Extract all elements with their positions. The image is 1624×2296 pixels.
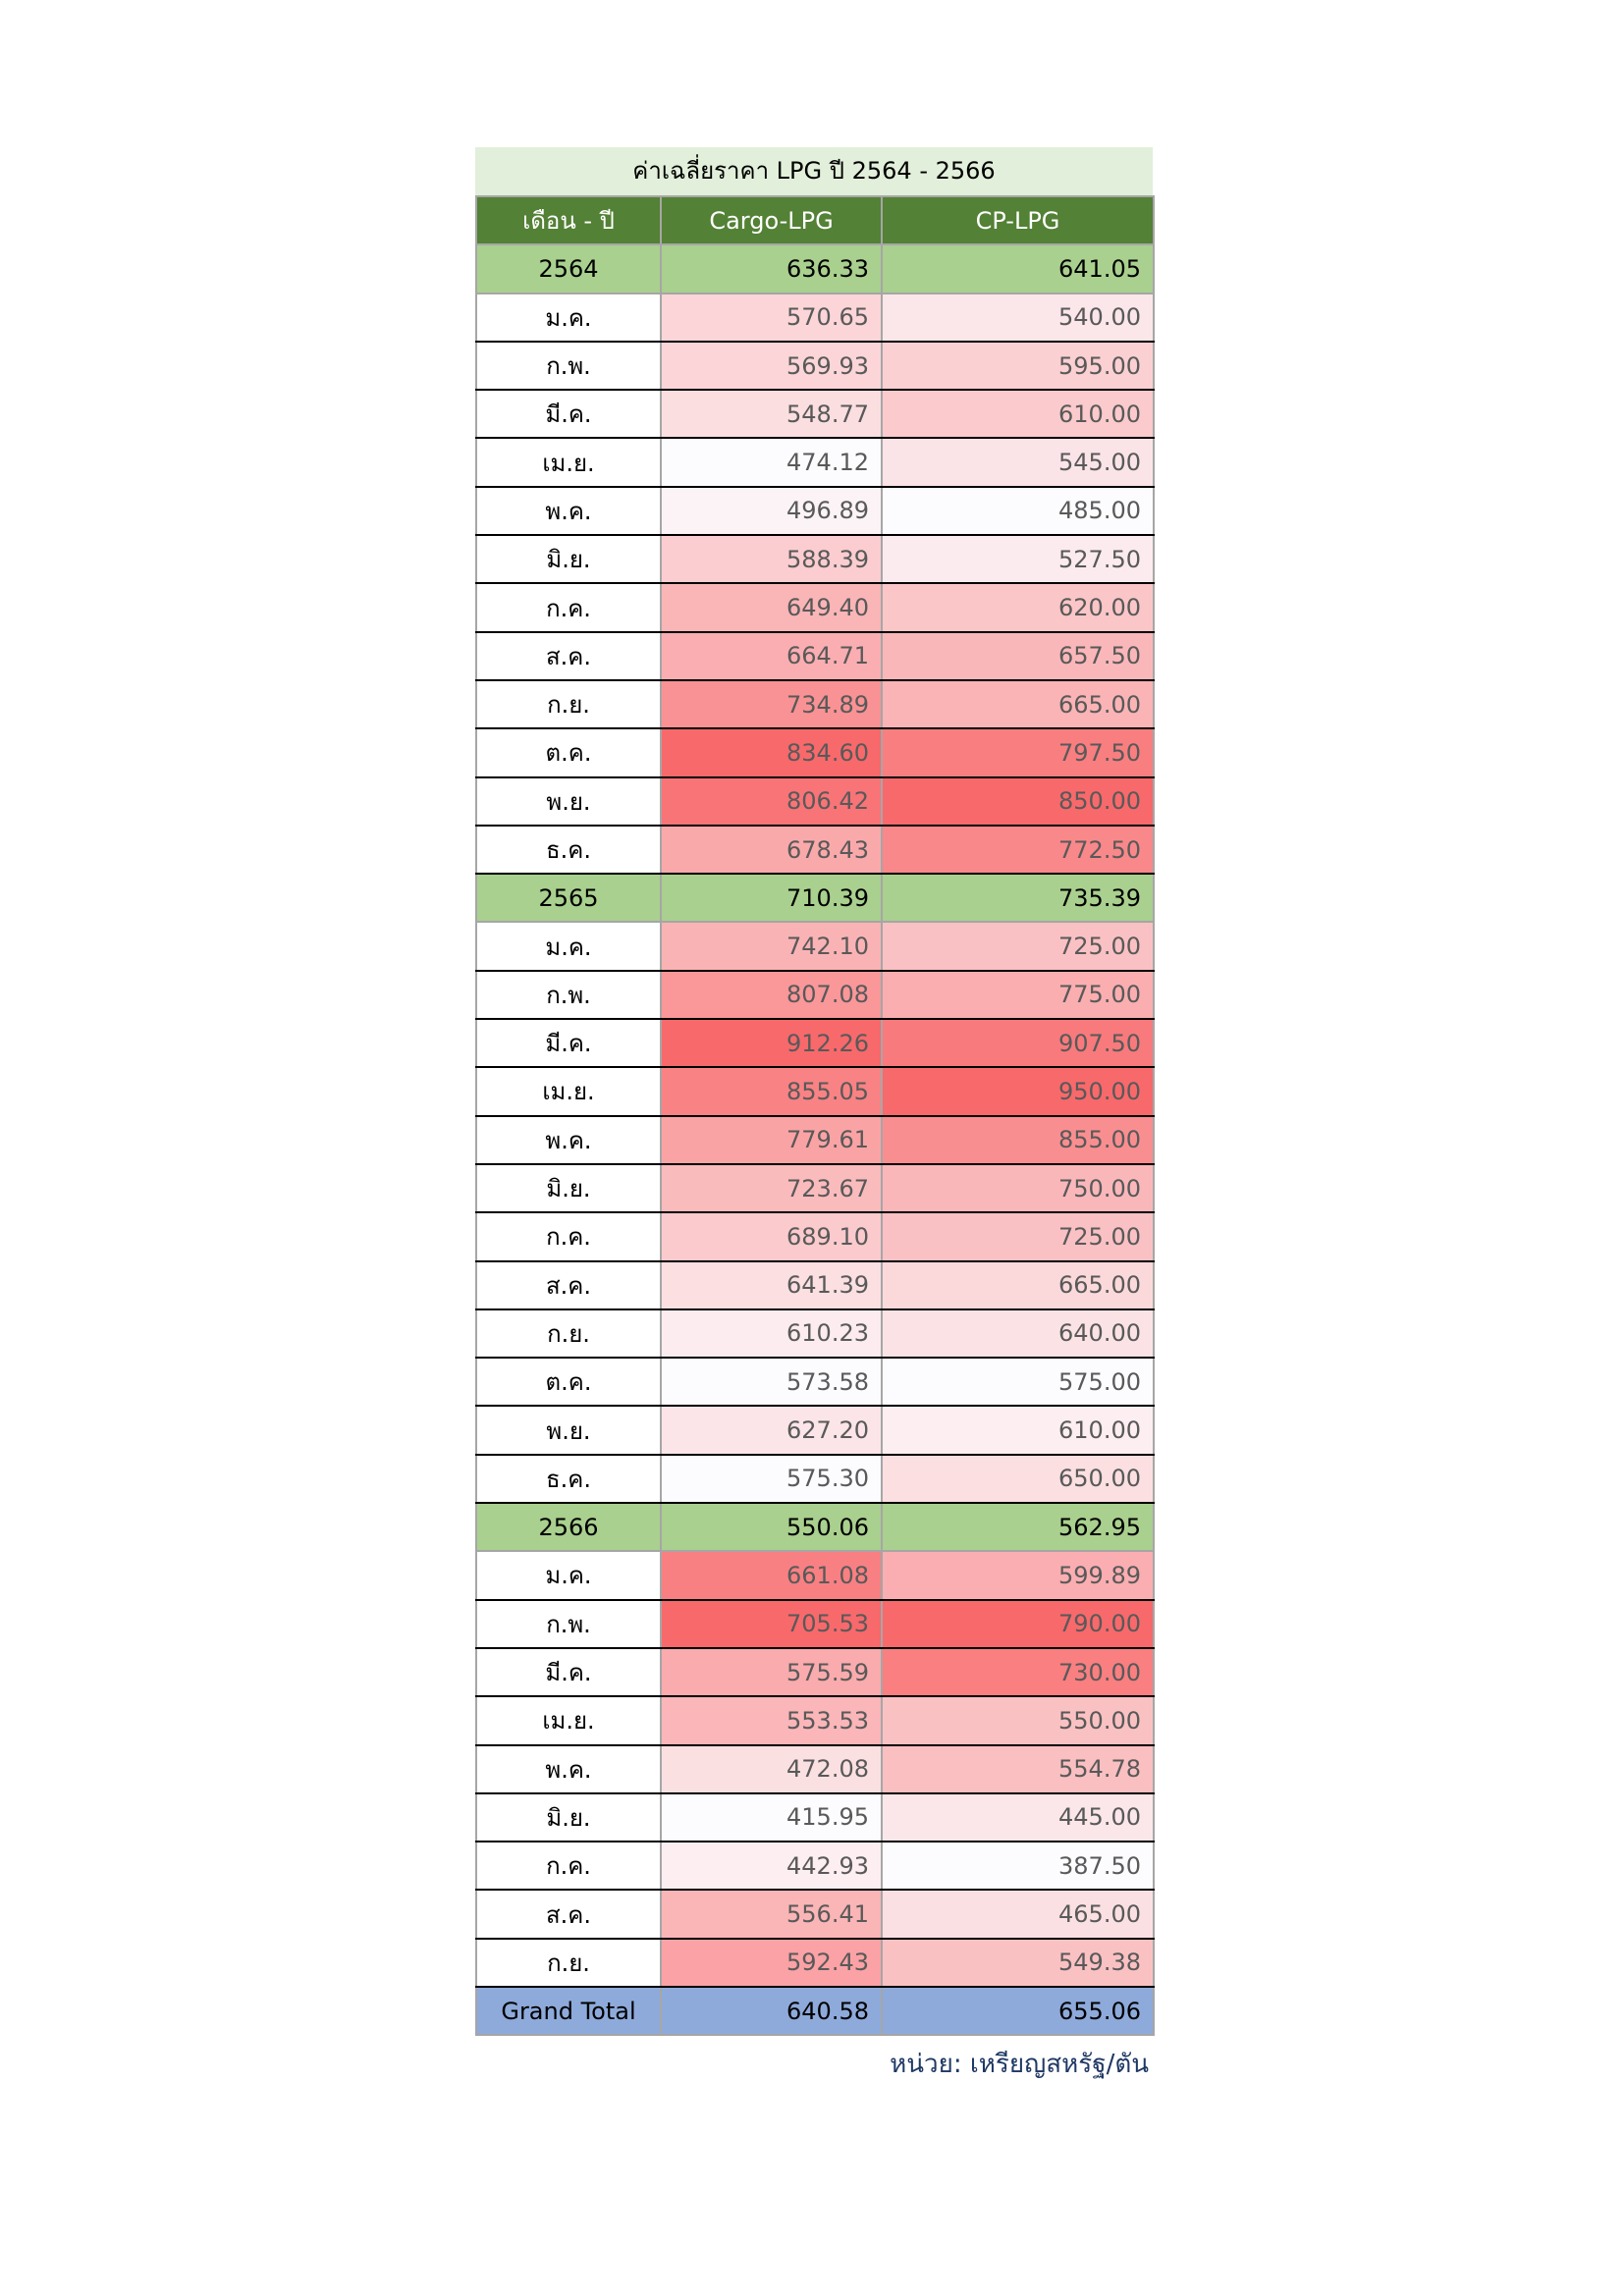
month-cp-value: 665.00 — [882, 680, 1154, 728]
month-cp-value: 657.50 — [882, 632, 1154, 680]
month-cargo-value: 834.60 — [661, 728, 882, 776]
month-cargo-value: 641.39 — [661, 1261, 882, 1309]
month-row — [476, 438, 1154, 486]
month-cargo-value: 806.42 — [661, 777, 882, 826]
month-cargo-value: 912.26 — [661, 1019, 882, 1067]
month-cargo-value: 556.41 — [661, 1890, 882, 1938]
month-cargo-value: 734.89 — [661, 680, 882, 728]
year-subtotal-row — [476, 874, 1154, 922]
month-row — [476, 632, 1154, 680]
month-row — [476, 1164, 1154, 1212]
month-row — [476, 1551, 1154, 1599]
month-cp-value: 554.78 — [882, 1745, 1154, 1793]
month-label: ก.ย. — [476, 1309, 661, 1358]
month-row — [476, 1600, 1154, 1648]
month-cargo-value: 472.08 — [661, 1745, 882, 1793]
month-label: เม.ย. — [476, 1696, 661, 1744]
month-label: ก.ค. — [476, 1842, 661, 1890]
month-cp-value: 599.89 — [882, 1551, 1154, 1599]
grand-total-row — [476, 1987, 1154, 2035]
month-cp-value: 640.00 — [882, 1309, 1154, 1358]
month-cargo-value: 573.58 — [661, 1358, 882, 1406]
month-cp-value: 650.00 — [882, 1455, 1154, 1503]
table-body — [476, 244, 1154, 2035]
month-label: มี.ค. — [476, 1648, 661, 1696]
month-label: ธ.ค. — [476, 1455, 661, 1503]
month-label: มิ.ย. — [476, 1164, 661, 1212]
month-cargo-value: 442.93 — [661, 1842, 882, 1890]
year-subtotal-row — [476, 244, 1154, 293]
month-label: ม.ค. — [476, 922, 661, 970]
month-row — [476, 1358, 1154, 1406]
month-cargo-value: 610.23 — [661, 1309, 882, 1358]
month-cargo-value: 415.95 — [661, 1793, 882, 1842]
month-row — [476, 1939, 1154, 1987]
grand-total-label: Grand Total — [476, 1987, 661, 2035]
month-label: ต.ค. — [476, 728, 661, 776]
lpg-price-table — [475, 195, 1155, 2036]
unit-note-wrap — [475, 2044, 1149, 2083]
header-row — [476, 196, 1154, 244]
month-cp-value: 730.00 — [882, 1648, 1154, 1696]
month-row — [476, 342, 1154, 390]
month-cp-value: 445.00 — [882, 1793, 1154, 1842]
header-month-year: เดือน - ปี — [476, 196, 661, 244]
year-cp-value: 562.95 — [882, 1503, 1154, 1551]
month-label: พ.ค. — [476, 1745, 661, 1793]
month-cp-value: 665.00 — [882, 1261, 1154, 1309]
month-row — [476, 1648, 1154, 1696]
month-cp-value: 387.50 — [882, 1842, 1154, 1890]
month-row — [476, 583, 1154, 631]
year-cargo-value: 550.06 — [661, 1503, 882, 1551]
month-cargo-value: 474.12 — [661, 438, 882, 486]
month-cargo-value: 575.30 — [661, 1455, 882, 1503]
month-row — [476, 1116, 1154, 1164]
month-row — [476, 1309, 1154, 1358]
month-label: มิ.ย. — [476, 535, 661, 583]
month-cargo-value: 807.08 — [661, 971, 882, 1019]
month-row — [476, 1019, 1154, 1067]
month-cp-value: 950.00 — [882, 1067, 1154, 1115]
month-row — [476, 535, 1154, 583]
month-cargo-value: 689.10 — [661, 1212, 882, 1260]
month-label: ต.ค. — [476, 1358, 661, 1406]
month-row — [476, 777, 1154, 826]
month-cargo-value: 705.53 — [661, 1600, 882, 1648]
month-cargo-value: 649.40 — [661, 583, 882, 631]
month-label: ม.ค. — [476, 294, 661, 342]
month-cargo-value: 627.20 — [661, 1406, 882, 1454]
month-row — [476, 1890, 1154, 1938]
month-label: มี.ค. — [476, 390, 661, 438]
month-cp-value: 850.00 — [882, 777, 1154, 826]
month-label: ส.ค. — [476, 1261, 661, 1309]
month-label: เม.ย. — [476, 438, 661, 486]
month-row — [476, 1696, 1154, 1744]
month-label: ม.ค. — [476, 1551, 661, 1599]
month-cp-value: 595.00 — [882, 342, 1154, 390]
month-cp-value: 725.00 — [882, 1212, 1154, 1260]
month-cp-value: 797.50 — [882, 728, 1154, 776]
price-table-sheet — [475, 147, 1153, 2036]
month-label: ธ.ค. — [476, 826, 661, 874]
month-cp-value: 750.00 — [882, 1164, 1154, 1212]
month-row — [476, 1842, 1154, 1890]
month-row — [476, 1261, 1154, 1309]
month-cargo-value: 664.71 — [661, 632, 882, 680]
month-cargo-value: 570.65 — [661, 294, 882, 342]
month-cp-value: 465.00 — [882, 1890, 1154, 1938]
month-row — [476, 294, 1154, 342]
month-cp-value: 527.50 — [882, 535, 1154, 583]
month-row — [476, 826, 1154, 874]
month-cargo-value: 779.61 — [661, 1116, 882, 1164]
month-row — [476, 390, 1154, 438]
month-cp-value: 610.00 — [882, 390, 1154, 438]
month-cargo-value: 548.77 — [661, 390, 882, 438]
month-label: มิ.ย. — [476, 1793, 661, 1842]
month-cargo-value: 588.39 — [661, 535, 882, 583]
month-label: ก.ค. — [476, 1212, 661, 1260]
month-row — [476, 728, 1154, 776]
month-cp-value: 620.00 — [882, 583, 1154, 631]
year-cp-value: 735.39 — [882, 874, 1154, 922]
month-cargo-value: 742.10 — [661, 922, 882, 970]
grand-total-cargo-value: 640.58 — [661, 1987, 882, 2035]
month-cargo-value: 575.59 — [661, 1648, 882, 1696]
month-cp-value: 575.00 — [882, 1358, 1154, 1406]
month-label: ก.ค. — [476, 583, 661, 631]
month-cargo-value: 661.08 — [661, 1551, 882, 1599]
month-row — [476, 680, 1154, 728]
table-title: ค่าเฉลี่ยราคา LPG ปี 2564 - 2566 — [475, 147, 1153, 195]
month-cp-value: 549.38 — [882, 1939, 1154, 1987]
month-label: ก.ย. — [476, 680, 661, 728]
year-label: 2564 — [476, 244, 661, 293]
month-row — [476, 1212, 1154, 1260]
month-cp-value: 775.00 — [882, 971, 1154, 1019]
month-label: ส.ค. — [476, 1890, 661, 1938]
month-cp-value: 855.00 — [882, 1116, 1154, 1164]
month-row — [476, 922, 1154, 970]
month-row — [476, 1745, 1154, 1793]
year-label: 2565 — [476, 874, 661, 922]
month-cargo-value: 496.89 — [661, 487, 882, 535]
month-cp-value: 610.00 — [882, 1406, 1154, 1454]
header-cargo-lpg: Cargo-LPG — [661, 196, 882, 244]
month-label: ก.พ. — [476, 971, 661, 1019]
month-label: ส.ค. — [476, 632, 661, 680]
month-label: ก.พ. — [476, 342, 661, 390]
header-cp-lpg: CP-LPG — [882, 196, 1154, 244]
month-label: มี.ค. — [476, 1019, 661, 1067]
month-cp-value: 907.50 — [882, 1019, 1154, 1067]
month-row — [476, 1793, 1154, 1842]
month-label: ก.พ. — [476, 1600, 661, 1648]
month-cargo-value: 553.53 — [661, 1696, 882, 1744]
month-label: พ.ค. — [476, 487, 661, 535]
month-label: ก.ย. — [476, 1939, 661, 1987]
month-label: พ.ย. — [476, 1406, 661, 1454]
month-cargo-value: 723.67 — [661, 1164, 882, 1212]
month-cp-value: 485.00 — [882, 487, 1154, 535]
month-cp-value: 790.00 — [882, 1600, 1154, 1648]
year-subtotal-row — [476, 1503, 1154, 1551]
unit-note: หน่วย: เหรียญสหรัฐ/ตัน — [890, 2050, 1149, 2079]
month-cargo-value: 592.43 — [661, 1939, 882, 1987]
month-cargo-value: 678.43 — [661, 826, 882, 874]
month-row — [476, 971, 1154, 1019]
year-cp-value: 641.05 — [882, 244, 1154, 293]
year-cargo-value: 636.33 — [661, 244, 882, 293]
month-row — [476, 1455, 1154, 1503]
month-cp-value: 540.00 — [882, 294, 1154, 342]
month-row — [476, 1067, 1154, 1115]
month-label: พ.ย. — [476, 777, 661, 826]
month-cp-value: 772.50 — [882, 826, 1154, 874]
month-row — [476, 487, 1154, 535]
month-label: เม.ย. — [476, 1067, 661, 1115]
month-cp-value: 550.00 — [882, 1696, 1154, 1744]
month-label: พ.ค. — [476, 1116, 661, 1164]
month-cargo-value: 569.93 — [661, 342, 882, 390]
month-cp-value: 725.00 — [882, 922, 1154, 970]
year-label: 2566 — [476, 1503, 661, 1551]
month-cargo-value: 855.05 — [661, 1067, 882, 1115]
grand-total-cp-value: 655.06 — [882, 1987, 1154, 2035]
month-row — [476, 1406, 1154, 1454]
year-cargo-value: 710.39 — [661, 874, 882, 922]
month-cp-value: 545.00 — [882, 438, 1154, 486]
